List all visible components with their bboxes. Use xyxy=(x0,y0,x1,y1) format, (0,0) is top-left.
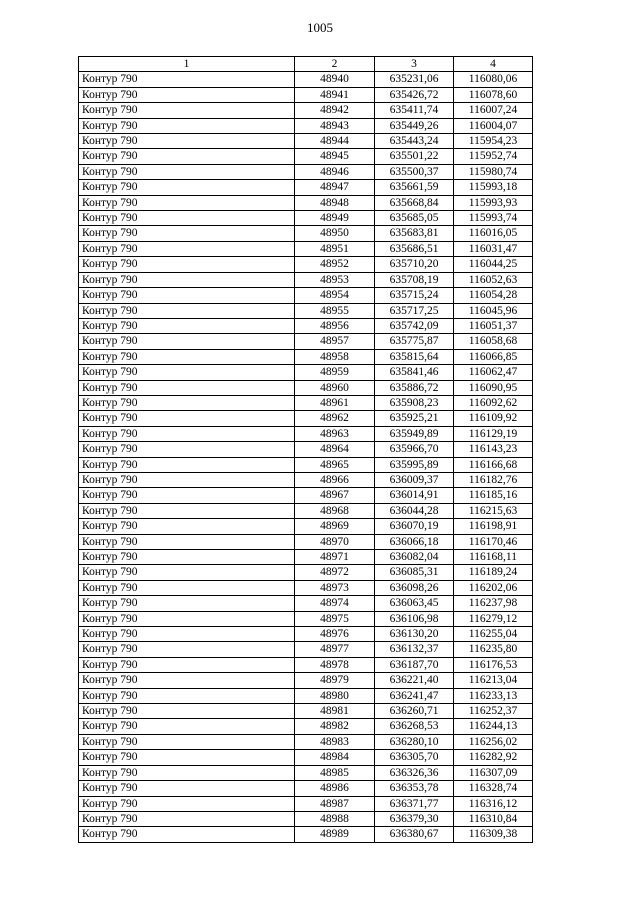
x-coordinate-cell: 635715,24 xyxy=(375,288,454,303)
x-coordinate-cell: 636305,70 xyxy=(375,750,454,765)
contour-name-cell: Контур 790 xyxy=(79,426,295,441)
table-row xyxy=(79,288,533,303)
contour-name-cell: Контур 790 xyxy=(79,303,295,318)
y-coordinate-cell: 116004,07 xyxy=(454,118,533,133)
y-coordinate-cell: 116166,68 xyxy=(454,457,533,472)
y-coordinate-cell: 116062,47 xyxy=(454,365,533,380)
y-coordinate-cell: 116109,92 xyxy=(454,411,533,426)
point-number-cell: 48977 xyxy=(295,642,375,657)
point-number-cell: 48985 xyxy=(295,765,375,780)
point-number-cell: 48970 xyxy=(295,534,375,549)
table-row xyxy=(79,811,533,826)
x-coordinate-cell: 635925,21 xyxy=(375,411,454,426)
table-row xyxy=(79,426,533,441)
y-coordinate-cell: 116279,12 xyxy=(454,611,533,626)
point-number-cell: 48943 xyxy=(295,118,375,133)
table-row xyxy=(79,488,533,503)
table-row xyxy=(79,534,533,549)
table-row xyxy=(79,657,533,672)
y-coordinate-cell: 116044,25 xyxy=(454,257,533,272)
y-coordinate-cell: 115993,74 xyxy=(454,211,533,226)
point-number-cell: 48952 xyxy=(295,257,375,272)
x-coordinate-cell: 636106,98 xyxy=(375,611,454,626)
point-number-cell: 48964 xyxy=(295,442,375,457)
table-row xyxy=(79,272,533,287)
contour-name-cell: Контур 790 xyxy=(79,488,295,503)
x-coordinate-cell: 635500,37 xyxy=(375,164,454,179)
point-number-cell: 48986 xyxy=(295,781,375,796)
y-coordinate-cell: 116189,24 xyxy=(454,565,533,580)
y-coordinate-cell: 116129,19 xyxy=(454,426,533,441)
x-coordinate-cell: 636014,91 xyxy=(375,488,454,503)
x-coordinate-cell: 636070,19 xyxy=(375,519,454,534)
contour-name-cell: Контур 790 xyxy=(79,550,295,565)
y-coordinate-cell: 115954,23 xyxy=(454,134,533,149)
point-number-cell: 48975 xyxy=(295,611,375,626)
y-coordinate-cell: 116255,04 xyxy=(454,627,533,642)
point-number-cell: 48954 xyxy=(295,288,375,303)
x-coordinate-cell: 636379,30 xyxy=(375,811,454,826)
point-number-cell: 48987 xyxy=(295,796,375,811)
contour-name-cell: Контур 790 xyxy=(79,642,295,657)
x-coordinate-cell: 635443,24 xyxy=(375,134,454,149)
x-coordinate-cell: 635685,05 xyxy=(375,211,454,226)
y-coordinate-cell: 116058,68 xyxy=(454,334,533,349)
contour-name-cell: Контур 790 xyxy=(79,565,295,580)
x-coordinate-cell: 635683,81 xyxy=(375,226,454,241)
y-coordinate-cell: 115952,74 xyxy=(454,149,533,164)
point-number-cell: 48980 xyxy=(295,688,375,703)
point-number-cell: 48978 xyxy=(295,657,375,672)
contour-name-cell: Контур 790 xyxy=(79,442,295,457)
contour-name-cell: Контур 790 xyxy=(79,719,295,734)
y-coordinate-cell: 116080,06 xyxy=(454,72,533,87)
point-number-cell: 48972 xyxy=(295,565,375,580)
point-number-cell: 48960 xyxy=(295,380,375,395)
point-number-cell: 48948 xyxy=(295,195,375,210)
point-number-cell: 48963 xyxy=(295,426,375,441)
contour-name-cell: Контур 790 xyxy=(79,580,295,595)
table-row xyxy=(79,211,533,226)
table-row xyxy=(79,472,533,487)
contour-name-cell: Контур 790 xyxy=(79,411,295,426)
point-number-cell: 48979 xyxy=(295,673,375,688)
x-coordinate-cell: 635717,25 xyxy=(375,303,454,318)
contour-name-cell: Контур 790 xyxy=(79,134,295,149)
contour-name-cell: Контур 790 xyxy=(79,118,295,133)
point-number-cell: 48974 xyxy=(295,596,375,611)
table-row xyxy=(79,734,533,749)
x-coordinate-cell: 636009,37 xyxy=(375,472,454,487)
contour-name-cell: Контур 790 xyxy=(79,688,295,703)
x-coordinate-cell: 635501,22 xyxy=(375,149,454,164)
y-coordinate-cell: 116031,47 xyxy=(454,241,533,256)
x-coordinate-cell: 635742,09 xyxy=(375,318,454,333)
column-header-2: 2 xyxy=(295,57,375,72)
contour-name-cell: Контур 790 xyxy=(79,149,295,164)
y-coordinate-cell: 116182,76 xyxy=(454,472,533,487)
y-coordinate-cell: 116016,05 xyxy=(454,226,533,241)
table-row xyxy=(79,750,533,765)
y-coordinate-cell: 116052,63 xyxy=(454,272,533,287)
contour-name-cell: Контур 790 xyxy=(79,257,295,272)
point-number-cell: 48956 xyxy=(295,318,375,333)
y-coordinate-cell: 116215,63 xyxy=(454,503,533,518)
table-row xyxy=(79,596,533,611)
y-coordinate-cell: 116237,98 xyxy=(454,596,533,611)
table-row xyxy=(79,781,533,796)
contour-name-cell: Контур 790 xyxy=(79,164,295,179)
x-coordinate-cell: 636353,78 xyxy=(375,781,454,796)
table-row xyxy=(79,719,533,734)
x-coordinate-cell: 636280,10 xyxy=(375,734,454,749)
contour-name-cell: Контур 790 xyxy=(79,365,295,380)
contour-name-cell: Контур 790 xyxy=(79,241,295,256)
point-number-cell: 48944 xyxy=(295,134,375,149)
point-number-cell: 48953 xyxy=(295,272,375,287)
y-coordinate-cell: 116309,38 xyxy=(454,827,533,842)
table-row xyxy=(79,673,533,688)
y-coordinate-cell: 116213,04 xyxy=(454,673,533,688)
point-number-cell: 48976 xyxy=(295,627,375,642)
y-coordinate-cell: 116185,16 xyxy=(454,488,533,503)
contour-name-cell: Контур 790 xyxy=(79,611,295,626)
x-coordinate-cell: 635775,87 xyxy=(375,334,454,349)
contour-name-cell: Контур 790 xyxy=(79,226,295,241)
table-row xyxy=(79,72,533,87)
contour-name-cell: Контур 790 xyxy=(79,103,295,118)
contour-name-cell: Контур 790 xyxy=(79,180,295,195)
x-coordinate-cell: 636044,28 xyxy=(375,503,454,518)
point-number-cell: 48967 xyxy=(295,488,375,503)
x-coordinate-cell: 636326,36 xyxy=(375,765,454,780)
x-coordinate-cell: 635661,59 xyxy=(375,180,454,195)
x-coordinate-cell: 635411,74 xyxy=(375,103,454,118)
x-coordinate-cell: 636380,67 xyxy=(375,827,454,842)
contour-name-cell: Контур 790 xyxy=(79,827,295,842)
column-header-1: 1 xyxy=(79,57,295,72)
table-row xyxy=(79,118,533,133)
contour-name-cell: Контур 790 xyxy=(79,781,295,796)
table-body xyxy=(79,72,533,842)
table-row xyxy=(79,257,533,272)
point-number-cell: 48971 xyxy=(295,550,375,565)
x-coordinate-cell: 635815,64 xyxy=(375,349,454,364)
y-coordinate-cell: 116168,11 xyxy=(454,550,533,565)
table-row xyxy=(79,411,533,426)
table-row xyxy=(79,565,533,580)
y-coordinate-cell: 116252,37 xyxy=(454,704,533,719)
coordinates-table xyxy=(78,56,533,843)
x-coordinate-cell: 636260,71 xyxy=(375,704,454,719)
y-coordinate-cell: 116092,62 xyxy=(454,395,533,410)
contour-name-cell: Контур 790 xyxy=(79,87,295,102)
point-number-cell: 48946 xyxy=(295,164,375,179)
contour-name-cell: Контур 790 xyxy=(79,72,295,87)
point-number-cell: 48958 xyxy=(295,349,375,364)
y-coordinate-cell: 116054,28 xyxy=(454,288,533,303)
point-number-cell: 48951 xyxy=(295,241,375,256)
table-row xyxy=(79,180,533,195)
x-coordinate-cell: 635995,89 xyxy=(375,457,454,472)
contour-name-cell: Контур 790 xyxy=(79,811,295,826)
x-coordinate-cell: 635841,46 xyxy=(375,365,454,380)
contour-name-cell: Контур 790 xyxy=(79,288,295,303)
y-coordinate-cell: 116256,02 xyxy=(454,734,533,749)
table-row xyxy=(79,349,533,364)
x-coordinate-cell: 636063,45 xyxy=(375,596,454,611)
point-number-cell: 48940 xyxy=(295,72,375,87)
point-number-cell: 48961 xyxy=(295,395,375,410)
table-row xyxy=(79,303,533,318)
y-coordinate-cell: 115993,18 xyxy=(454,180,533,195)
table-row xyxy=(79,503,533,518)
table-row xyxy=(79,519,533,534)
point-number-cell: 48981 xyxy=(295,704,375,719)
y-coordinate-cell: 116176,53 xyxy=(454,657,533,672)
point-number-cell: 48988 xyxy=(295,811,375,826)
table-row xyxy=(79,796,533,811)
contour-name-cell: Контур 790 xyxy=(79,657,295,672)
x-coordinate-cell: 635426,72 xyxy=(375,87,454,102)
x-coordinate-cell: 635966,70 xyxy=(375,442,454,457)
contour-name-cell: Контур 790 xyxy=(79,457,295,472)
table-row xyxy=(79,457,533,472)
point-number-cell: 48965 xyxy=(295,457,375,472)
table-row xyxy=(79,765,533,780)
table-row xyxy=(79,580,533,595)
x-coordinate-cell: 636066,18 xyxy=(375,534,454,549)
x-coordinate-cell: 635908,23 xyxy=(375,395,454,410)
table-header-row xyxy=(79,57,533,72)
contour-name-cell: Контур 790 xyxy=(79,704,295,719)
point-number-cell: 48941 xyxy=(295,87,375,102)
x-coordinate-cell: 636130,20 xyxy=(375,627,454,642)
table-row xyxy=(79,318,533,333)
y-coordinate-cell: 116202,06 xyxy=(454,580,533,595)
column-header-3: 3 xyxy=(375,57,454,72)
y-coordinate-cell: 116233,13 xyxy=(454,688,533,703)
point-number-cell: 48949 xyxy=(295,211,375,226)
contour-name-cell: Контур 790 xyxy=(79,318,295,333)
x-coordinate-cell: 635231,06 xyxy=(375,72,454,87)
y-coordinate-cell: 116328,74 xyxy=(454,781,533,796)
point-number-cell: 48982 xyxy=(295,719,375,734)
y-coordinate-cell: 116282,92 xyxy=(454,750,533,765)
table-row xyxy=(79,164,533,179)
x-coordinate-cell: 636085,31 xyxy=(375,565,454,580)
y-coordinate-cell: 116244,13 xyxy=(454,719,533,734)
page-number: 1005 xyxy=(307,20,333,35)
x-coordinate-cell: 635886,72 xyxy=(375,380,454,395)
table-row xyxy=(79,87,533,102)
point-number-cell: 48969 xyxy=(295,519,375,534)
y-coordinate-cell: 115980,74 xyxy=(454,164,533,179)
table-row xyxy=(79,241,533,256)
x-coordinate-cell: 636098,26 xyxy=(375,580,454,595)
contour-name-cell: Контур 790 xyxy=(79,765,295,780)
table-row xyxy=(79,627,533,642)
x-coordinate-cell: 636241,47 xyxy=(375,688,454,703)
contour-name-cell: Контур 790 xyxy=(79,750,295,765)
point-number-cell: 48962 xyxy=(295,411,375,426)
contour-name-cell: Контур 790 xyxy=(79,519,295,534)
contour-name-cell: Контур 790 xyxy=(79,272,295,287)
contour-name-cell: Контур 790 xyxy=(79,380,295,395)
y-coordinate-cell: 116143,23 xyxy=(454,442,533,457)
x-coordinate-cell: 636268,53 xyxy=(375,719,454,734)
y-coordinate-cell: 116198,91 xyxy=(454,519,533,534)
y-coordinate-cell: 116078,60 xyxy=(454,87,533,102)
y-coordinate-cell: 116007,24 xyxy=(454,103,533,118)
contour-name-cell: Контур 790 xyxy=(79,734,295,749)
point-number-cell: 48973 xyxy=(295,580,375,595)
point-number-cell: 48945 xyxy=(295,149,375,164)
table-row xyxy=(79,195,533,210)
contour-name-cell: Контур 790 xyxy=(79,211,295,226)
contour-name-cell: Контур 790 xyxy=(79,627,295,642)
point-number-cell: 48989 xyxy=(295,827,375,842)
y-coordinate-cell: 116090,95 xyxy=(454,380,533,395)
point-number-cell: 48959 xyxy=(295,365,375,380)
x-coordinate-cell: 636371,77 xyxy=(375,796,454,811)
contour-name-cell: Контур 790 xyxy=(79,503,295,518)
contour-name-cell: Контур 790 xyxy=(79,472,295,487)
x-coordinate-cell: 635686,51 xyxy=(375,241,454,256)
y-coordinate-cell: 116170,46 xyxy=(454,534,533,549)
contour-name-cell: Контур 790 xyxy=(79,596,295,611)
table-row xyxy=(79,395,533,410)
x-coordinate-cell: 635668,84 xyxy=(375,195,454,210)
contour-name-cell: Контур 790 xyxy=(79,349,295,364)
table-row xyxy=(79,827,533,842)
point-number-cell: 48957 xyxy=(295,334,375,349)
table-row xyxy=(79,334,533,349)
x-coordinate-cell: 635449,26 xyxy=(375,118,454,133)
table-row xyxy=(79,688,533,703)
x-coordinate-cell: 636187,70 xyxy=(375,657,454,672)
table-row xyxy=(79,134,533,149)
y-coordinate-cell: 116066,85 xyxy=(454,349,533,364)
point-number-cell: 48984 xyxy=(295,750,375,765)
contour-name-cell: Контур 790 xyxy=(79,195,295,210)
point-number-cell: 48955 xyxy=(295,303,375,318)
point-number-cell: 48950 xyxy=(295,226,375,241)
table-row xyxy=(79,550,533,565)
y-coordinate-cell: 116045,96 xyxy=(454,303,533,318)
table-row xyxy=(79,704,533,719)
y-coordinate-cell: 116316,12 xyxy=(454,796,533,811)
x-coordinate-cell: 636082,04 xyxy=(375,550,454,565)
contour-name-cell: Контур 790 xyxy=(79,534,295,549)
point-number-cell: 48983 xyxy=(295,734,375,749)
x-coordinate-cell: 636221,40 xyxy=(375,673,454,688)
y-coordinate-cell: 116310,84 xyxy=(454,811,533,826)
y-coordinate-cell: 116235,80 xyxy=(454,642,533,657)
x-coordinate-cell: 635708,19 xyxy=(375,272,454,287)
table-row xyxy=(79,642,533,657)
y-coordinate-cell: 116307,09 xyxy=(454,765,533,780)
contour-name-cell: Контур 790 xyxy=(79,334,295,349)
table-row xyxy=(79,149,533,164)
y-coordinate-cell: 116051,37 xyxy=(454,318,533,333)
table-row xyxy=(79,442,533,457)
x-coordinate-cell: 635710,20 xyxy=(375,257,454,272)
contour-name-cell: Контур 790 xyxy=(79,395,295,410)
column-header-4: 4 xyxy=(454,57,533,72)
contour-name-cell: Контур 790 xyxy=(79,796,295,811)
table-row xyxy=(79,611,533,626)
point-number-cell: 48968 xyxy=(295,503,375,518)
table-row xyxy=(79,226,533,241)
table-row xyxy=(79,380,533,395)
table-row xyxy=(79,365,533,380)
x-coordinate-cell: 635949,89 xyxy=(375,426,454,441)
point-number-cell: 48947 xyxy=(295,180,375,195)
contour-name-cell: Контур 790 xyxy=(79,673,295,688)
y-coordinate-cell: 115993,93 xyxy=(454,195,533,210)
x-coordinate-cell: 636132,37 xyxy=(375,642,454,657)
point-number-cell: 48966 xyxy=(295,472,375,487)
table-row xyxy=(79,103,533,118)
point-number-cell: 48942 xyxy=(295,103,375,118)
